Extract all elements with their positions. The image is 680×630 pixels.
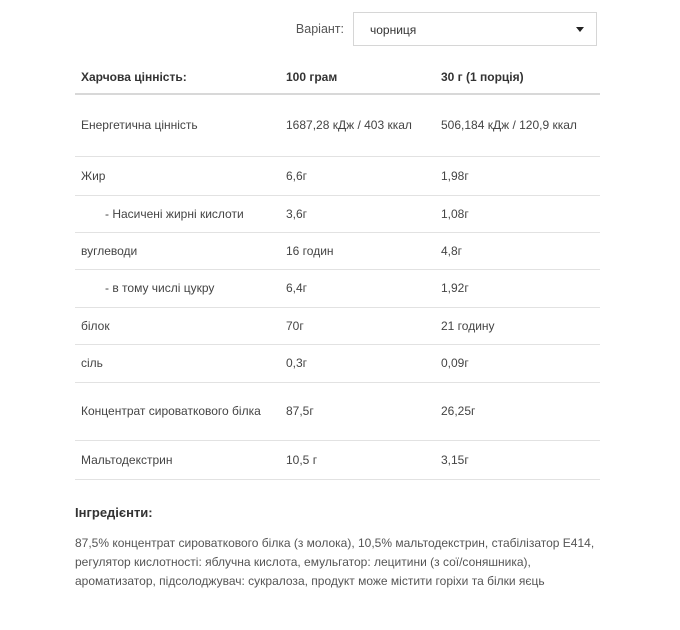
variant-row <box>0 12 598 48</box>
variant-label: Варіант: <box>295 22 344 36</box>
row-per-serving: 1,08г <box>435 195 600 232</box>
row-per-serving: 26,25г <box>435 382 600 440</box>
nutrition-table <box>75 60 600 480</box>
table-row <box>75 94 600 156</box>
row-per-100g: 3,6г <box>280 195 435 232</box>
variant-selected-value: чорниця <box>370 23 417 37</box>
row-per-100g: 0,3г <box>280 344 435 382</box>
row-per-serving: 4,8г <box>435 232 600 269</box>
row-per-serving: 21 годину <box>435 307 600 344</box>
row-per-100g: 6,6г <box>280 156 435 195</box>
row-per-serving: 1,92г <box>435 269 600 307</box>
row-name: білок <box>75 307 280 344</box>
row-per-serving: 1,98г <box>435 156 600 195</box>
header-nutrition: Харчова цінність: <box>75 60 280 94</box>
header-per-serving: 30 г (1 порція) <box>435 60 600 94</box>
row-per-serving: 506,184 кДж / 120,9 ккал <box>435 94 600 156</box>
row-name: Енергетична цінність <box>75 94 280 156</box>
row-per-100g: 70г <box>280 307 435 344</box>
row-per-100g: 87,5г <box>280 382 435 440</box>
row-name: Жир <box>75 156 280 195</box>
table-row <box>75 344 600 382</box>
row-per-100g: 6,4г <box>280 269 435 307</box>
ingredients-title: Інгредієнти: <box>75 505 153 520</box>
chevron-down-icon <box>576 27 584 32</box>
table-row <box>75 232 600 269</box>
ingredients-text: 87,5% концентрат сироваткового білка (з молока), 10,5% мальтодекстрин, стабілізатор Е414, регулятор кислотності: яблучна кислота, емульгатор: лецитини (з сої/соняшника), ароматизатор, підсолоджувач: сукралоза, продукт може містити горіхи та білки яєць <box>75 536 595 588</box>
variant-select[interactable] <box>353 12 597 46</box>
row-per-serving: 0,09г <box>435 344 600 382</box>
row-per-100g: 16 годин <box>280 232 435 269</box>
row-per-100g: 10,5 г <box>280 440 435 479</box>
ingredients-section <box>75 505 605 591</box>
table-header-row <box>75 60 600 94</box>
table-row <box>75 440 600 479</box>
row-name: сіль <box>75 344 280 382</box>
header-per-100g: 100 грам <box>280 60 435 94</box>
row-per-100g: 1687,28 кДж / 403 ккал <box>280 94 435 156</box>
row-name: - в тому числі цукру <box>75 269 280 307</box>
table-row <box>75 307 600 344</box>
table-row <box>75 156 600 195</box>
table-row <box>75 382 600 440</box>
row-name: Концентрат сироваткового білка <box>75 382 280 440</box>
table-row <box>75 195 600 232</box>
row-name: Мальтодекстрин <box>75 440 280 479</box>
row-name: - Насичені жирні кислоти <box>75 195 280 232</box>
table-row <box>75 269 600 307</box>
row-name: вуглеводи <box>75 232 280 269</box>
row-per-serving: 3,15г <box>435 440 600 479</box>
